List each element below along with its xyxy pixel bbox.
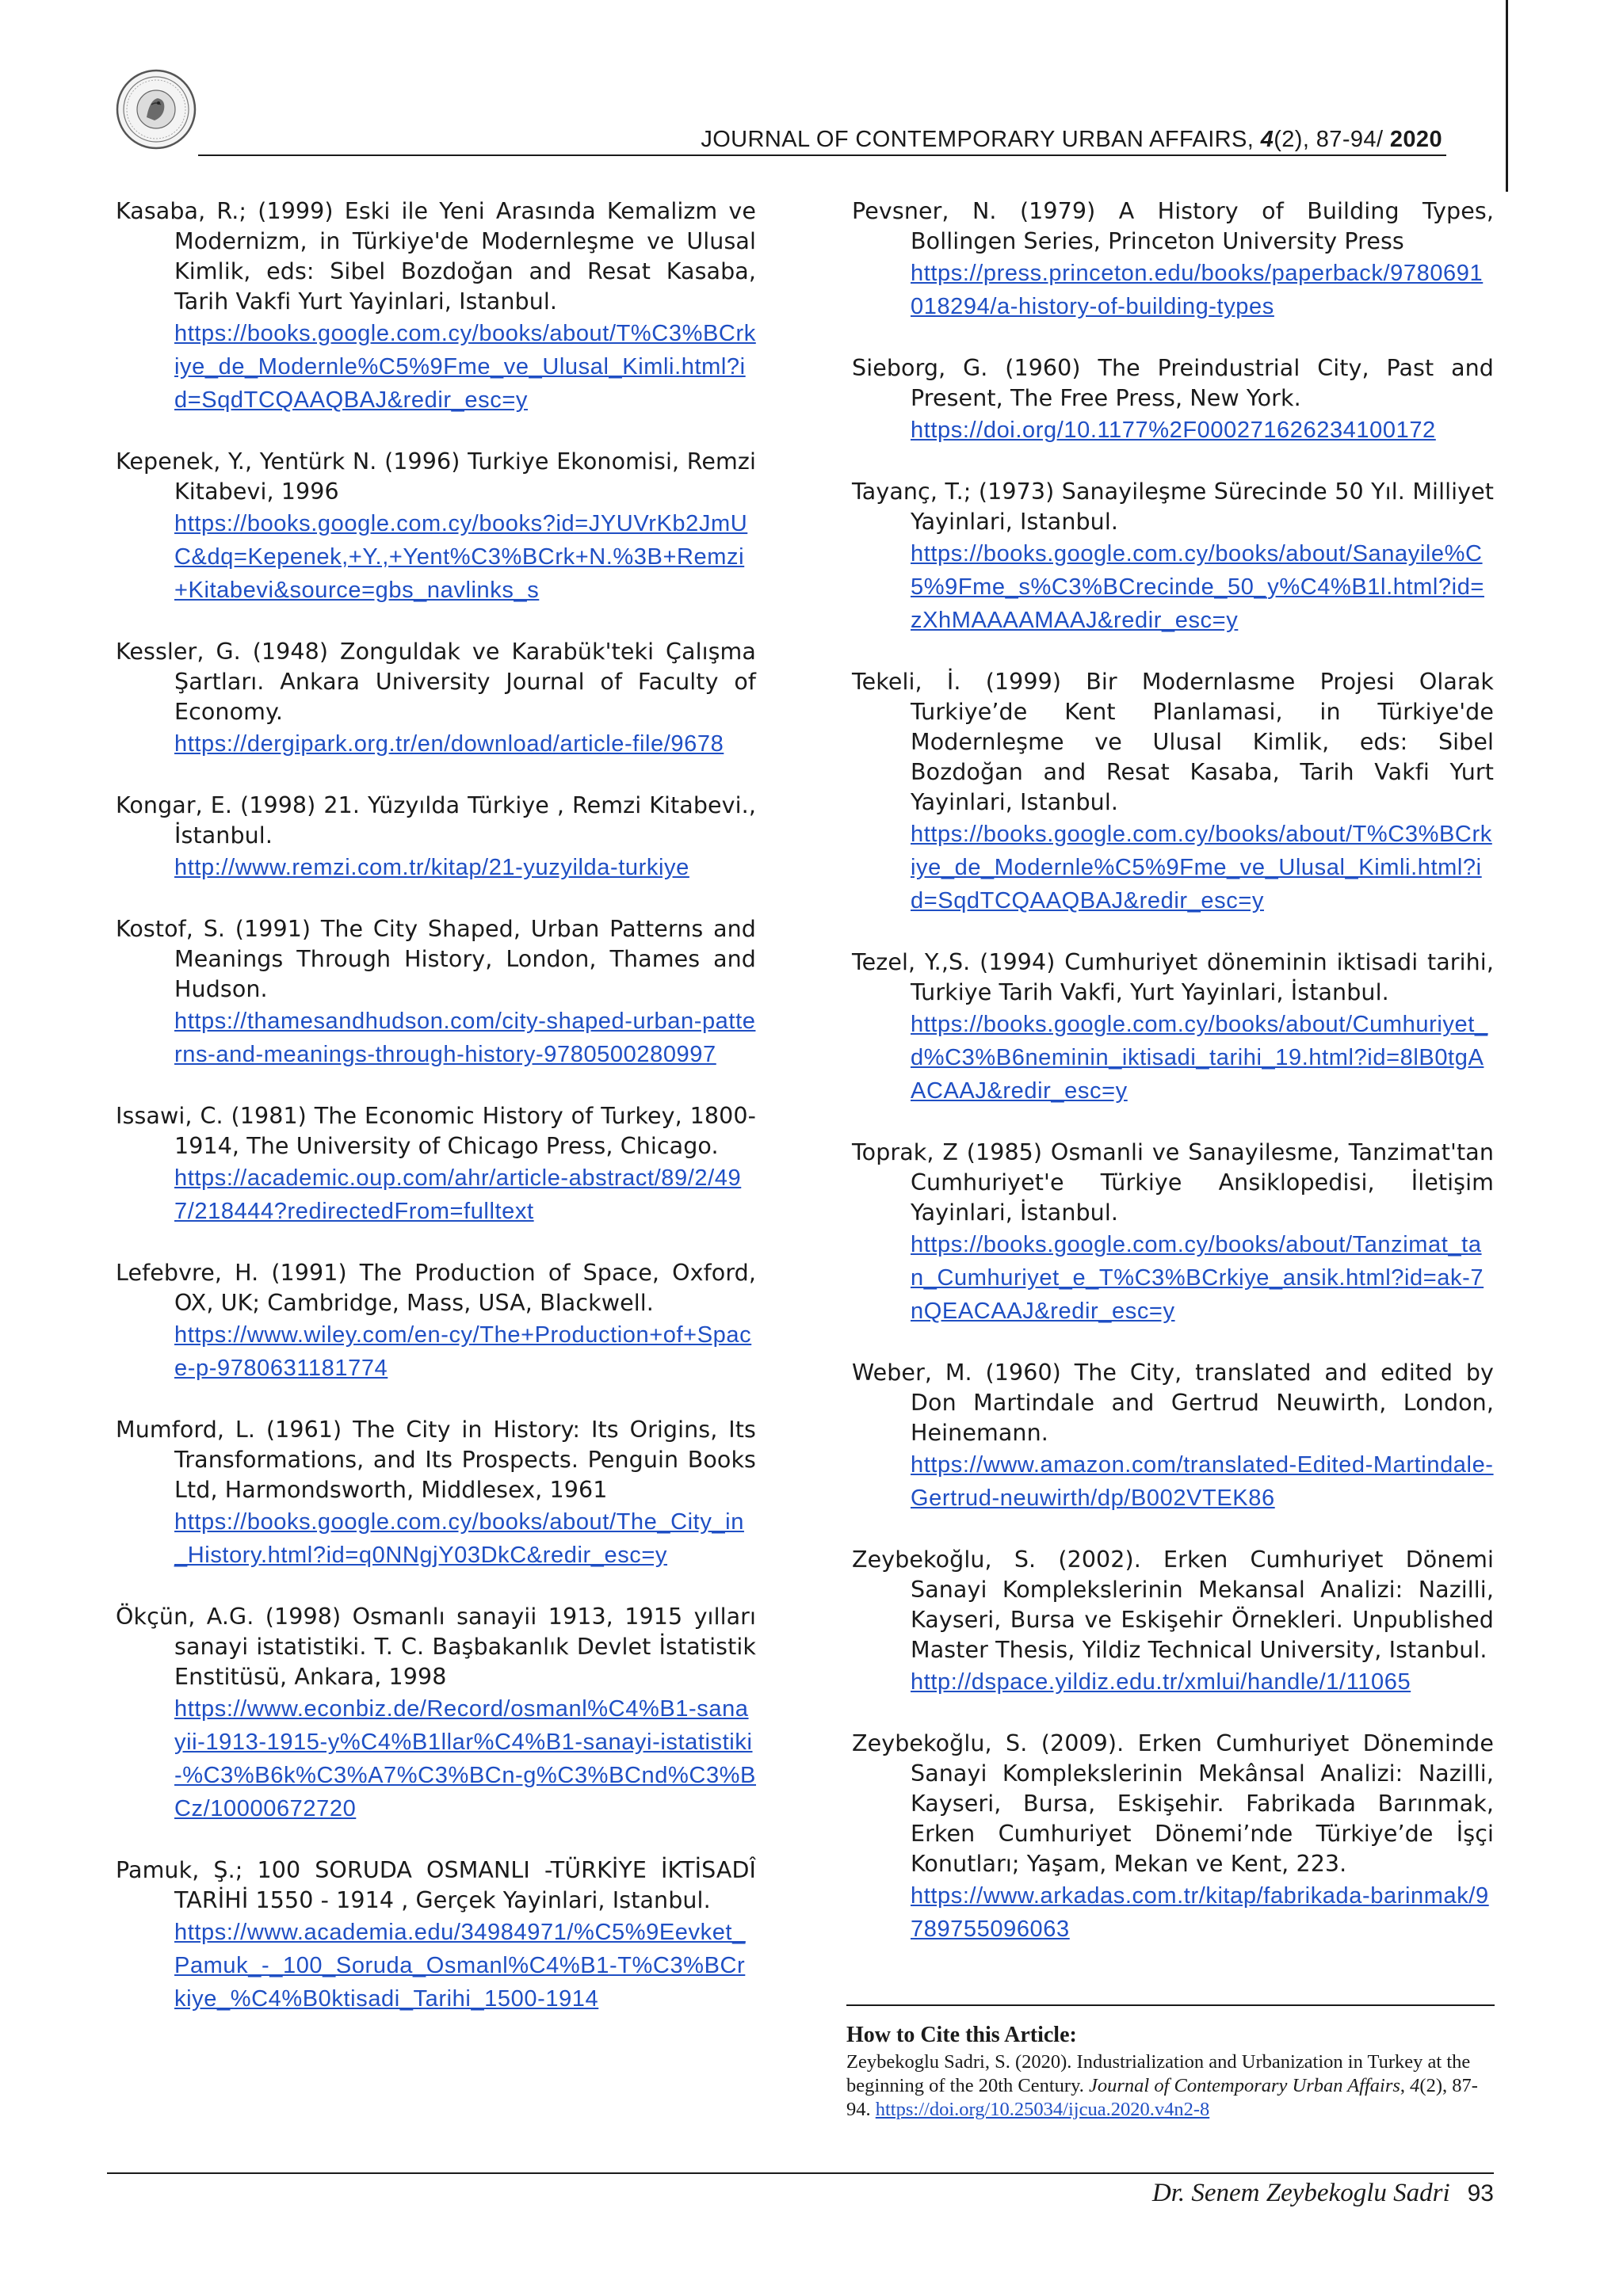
reference-citation: Kessler, G. (1948) Zonguldak ve Karabük'teki Çalışma Şartları. Ankara University Journal of Faculty of Economy. (116, 639, 756, 725)
reference-citation: Toprak, Z (1985) Osmanli ve Sanayilesme, Tanzimat'tan Cumhuriyet'e Türkiye Ansiklopedisi, İletişim Yayinlari, İstanbul. (852, 1139, 1494, 1226)
journal-header (206, 127, 1442, 153)
reference-link[interactable]: http://dspace.yildiz.edu.tr/xmlui/handle/1/11065 (911, 1669, 1411, 1695)
reference-link[interactable]: https://press.princeton.edu/books/paperback/9780691018294/a-history-of-building-types (911, 261, 1484, 319)
cite-pages: (2), 87-94. (846, 2075, 1478, 2120)
reference-item (852, 1729, 1494, 1946)
reference-link[interactable]: https://www.econbiz.de/Record/osmanl%C4%B1-sanayii-1913-1915-y%C4%B1llar%C4%B1-sanayi-istatistiki-%C3%B6k%C3%A7%C3%BCn-g%C3%BCnd%C3%BCz/10000672720 (174, 1696, 756, 1821)
reference-citation: Pamuk, Ş.; 100 SORUDA OSMANLI -TÜRKİYE İKTİSADÎ TARİHİ 1550 - 1914 , Gerçek Yayinlari, Istanbul. (116, 1857, 756, 1913)
reference-citation: Ökçün, A.G. (1998) Osmanlı sanayii 1913, 1915 yılları sanayi istatistiki. T. C. Başbakanlık Devlet İstatistik Enstitüsü, Ankara, 1998 (116, 1604, 756, 1690)
reference-item (852, 948, 1494, 1108)
reference-link[interactable]: https://thamesandhudson.com/city-shaped-urban-patterns-and-meanings-through-history-9780500280997 (174, 1009, 756, 1067)
how-to-cite-title: How to Cite this Article: (846, 2023, 1077, 2047)
reference-item (852, 667, 1494, 917)
reference-link[interactable]: https://dergipark.org.tr/en/download/article-file/9678 (174, 731, 724, 757)
reference-citation: Tayanç, T.; (1973) Sanayileşme Sürecinde 50 Yıl. Milliyet Yayinlari, Istanbul. (852, 479, 1494, 535)
reference-link[interactable]: https://books.google.com.cy/books?id=JYUVrKb2JmUC&dq=Kepenek,+Y.,+Yent%C3%BCrk+N.%3B+Remzi+Kitabevi&source=gbs_navlinks_s (174, 511, 748, 603)
reference-citation: Weber, M. (1960) The City, translated and edited by Don Martindale and Gertrud Neuwirth, London, Heinemann. (852, 1360, 1494, 1446)
reference-citation: Kostof, S. (1991) The City Shaped, Urban Patterns and Meanings Through History, London, Thames and Hudson. (116, 916, 756, 1002)
reference-item (116, 791, 756, 884)
reference-citation: Kongar, E. (1998) 21. Yüzyılda Türkiye , Remzi Kitabevi., İstanbul. (116, 792, 756, 849)
reference-item (116, 1101, 756, 1228)
journal-name: JOURNAL OF CONTEMPORARY URBAN AFFAIRS, (701, 127, 1261, 152)
reference-link[interactable]: https://books.google.com.cy/books/about/Sanayile%C5%9Fme_s%C3%BCrecinde_50_y%C4%B1l.html?id=zXhMAAAAMAAJ&redir_esc=y (911, 541, 1484, 633)
reference-citation: Zeybekoğlu, S. (2002). Erken Cumhuriyet Dönemi Sanayi Komplekslerinin Mekansal Analizi: Nazilli, Kayseri, Bursa ve Eskişehir Örnekleri. Unpublished Master Thesis, Yildiz Technical University, Istanbul. (852, 1547, 1494, 1663)
cite-reference-text: Zeybekoglu Sadri, S. (2020). Industrialization and Urbanization in Turkey at the beginning of the 20th Century. (846, 2051, 1471, 2096)
reference-link[interactable]: https://doi.org/10.1177%2F000271626234100172 (911, 418, 1436, 443)
footer-author: Dr. Senem Zeybekoglu Sadri (1151, 2179, 1450, 2207)
reference-item (116, 914, 756, 1071)
journal-seal-icon (115, 68, 197, 151)
reference-citation: Pevsner, N. (1979) A History of Building Types, Bollingen Series, Princeton University Press (852, 198, 1494, 254)
reference-link[interactable]: https://academic.oup.com/ahr/article-abstract/89/2/497/218444?redirectedFrom=fulltext (174, 1165, 742, 1224)
reference-link[interactable]: http://www.remzi.com.tr/kitap/21-yuzyilda-turkiye (174, 855, 689, 880)
how-to-cite-box (846, 2004, 1495, 2122)
reference-citation: Kasaba, R.; (1999) Eski ile Yeni Arasında Kemalizm ve Modernizm, in Türkiye'de Modernleşme ve Ulusal Kimlik, eds: Sibel Bozdoğan and Resat Kasaba, Tarih Vakfi Yurt Yayinlari, Istanbul. (116, 198, 756, 315)
reference-item (116, 447, 756, 607)
reference-link[interactable]: https://books.google.com.cy/books/about/T%C3%BCrkiye_de_Modernle%C5%9Fme_ve_Ulusal_Kimli.html?id=SqdTCQAAQBAJ&redir_esc=y (911, 822, 1492, 913)
references-left-column (116, 196, 756, 2016)
how-to-cite-text (846, 2050, 1495, 2122)
page-number: 93 (1467, 2180, 1494, 2206)
reference-item (852, 1358, 1494, 1515)
journal-year: 2020 (1389, 127, 1442, 152)
reference-citation: Lefebvre, H. (1991) The Production of Space, Oxford, OX, UK; Cambridge, Mass, USA, Blackwell. (116, 1260, 756, 1316)
reference-citation: Zeybekoğlu, S. (2009). Erken Cumhuriyet Döneminde Sanayi Komplekslerinin Mekânsal Analizi: Nazilli, Kayseri, Bursa, Eskişehir. Fabrikada Barınmak, Erken Cumhuriyet Dönemi’nde Türkiye’de İşçi Konutları; Yaşam, Mekan ve Kent, 223. (852, 1730, 1494, 1877)
page-footer (713, 2179, 1494, 2208)
reference-item (852, 196, 1494, 323)
header-vertical-bar (1506, 0, 1508, 192)
reference-item (116, 637, 756, 761)
reference-item (116, 196, 756, 417)
header-rule (198, 154, 1446, 156)
references-right-column (852, 196, 1494, 1946)
reference-citation: Sieborg, G. (1960) The Preindustrial City, Past and Present, The Free Press, New York. (852, 355, 1494, 411)
footer-rule (107, 2172, 1494, 2174)
reference-item (852, 1138, 1494, 1328)
cite-doi-link[interactable]: https://doi.org/10.25034/ijcua.2020.v4n2-8 (875, 2099, 1210, 2120)
cite-separator: , (1400, 2075, 1411, 2096)
reference-link[interactable]: https://www.wiley.com/en-cy/The+Production+of+Space-p-9780631181774 (174, 1322, 752, 1381)
reference-item (116, 1855, 756, 2016)
reference-link[interactable]: https://books.google.com.cy/books/about/The_City_in_History.html?id=q0NNgjY03DkC&redir_esc=y (174, 1509, 744, 1568)
reference-item (116, 1415, 756, 1572)
reference-citation: Kepenek, Y., Yentürk N. (1996) Turkiye Ekonomisi, Remzi Kitabevi, 1996 (116, 448, 756, 505)
reference-item (116, 1602, 756, 1825)
cite-journal-name: Journal of Contemporary Urban Affairs (1088, 2075, 1400, 2096)
reference-citation: Mumford, L. (1961) The City in History: Its Origins, Its Transformations, and Its Prospects. Penguin Books Ltd, Harmondsworth, Middlesex, 1961 (116, 1417, 756, 1503)
reference-item (852, 477, 1494, 637)
journal-volume: 4 (1260, 127, 1274, 152)
journal-issue-pages: (2), 87-94/ (1274, 127, 1390, 152)
reference-link[interactable]: https://books.google.com.cy/books/about/T%C3%BCrkiye_de_Modernle%C5%9Fme_ve_Ulusal_Kimli.html?id=SqdTCQAAQBAJ&redir_esc=y (174, 321, 756, 413)
reference-citation: Tekeli, İ. (1999) Bir Modernlasme Projesi Olarak Turkiye’de Kent Planlamasi, in Türkiye'de Modernleşme ve Ulusal Kimlik, eds: Sibel Bozdoğan and Resat Kasaba, Tarih Vakfi Yurt Yayinlari, Istanbul. (852, 669, 1494, 815)
reference-citation: Issawi, C. (1981) The Economic History of Turkey, 1800-1914, The University of Chicago Press, Chicago. (116, 1103, 756, 1159)
cite-volume: 4 (1410, 2075, 1420, 2096)
reference-item (852, 1545, 1494, 1699)
reference-link[interactable]: https://books.google.com.cy/books/about/Cumhuriyet_d%C3%B6neminin_iktisadi_tarihi_19.html?id=8lB0tgAACAAJ&redir_esc=y (911, 1012, 1488, 1104)
reference-link[interactable]: https://books.google.com.cy/books/about/Tanzimat_tan_Cumhuriyet_e_T%C3%BCrkiye_ansik.html?id=ak-7nQEACAAJ&redir_esc=y (911, 1232, 1484, 1324)
reference-item (852, 353, 1494, 447)
reference-link[interactable]: https://www.arkadas.com.tr/kitap/fabrikada-barinmak/9789755096063 (911, 1883, 1489, 1942)
reference-link[interactable]: https://www.academia.edu/34984971/%C5%9Eevket_Pamuk_-_100_Soruda_Osmanl%C4%B1-T%C3%BCrkiye_%C4%B0ktisadi_Tarihi_1500-1914 (174, 1920, 746, 2012)
reference-citation: Tezel, Y.,S. (1994) Cumhuriyet döneminin iktisadi tarihi, Turkiye Tarih Vakfi, Yurt Yayinlari, İstanbul. (852, 949, 1494, 1005)
reference-link[interactable]: https://www.amazon.com/translated-Edited-Martindale-Gertrud-neuwirth/dp/B002VTEK86 (911, 1452, 1494, 1511)
reference-item (116, 1258, 756, 1385)
